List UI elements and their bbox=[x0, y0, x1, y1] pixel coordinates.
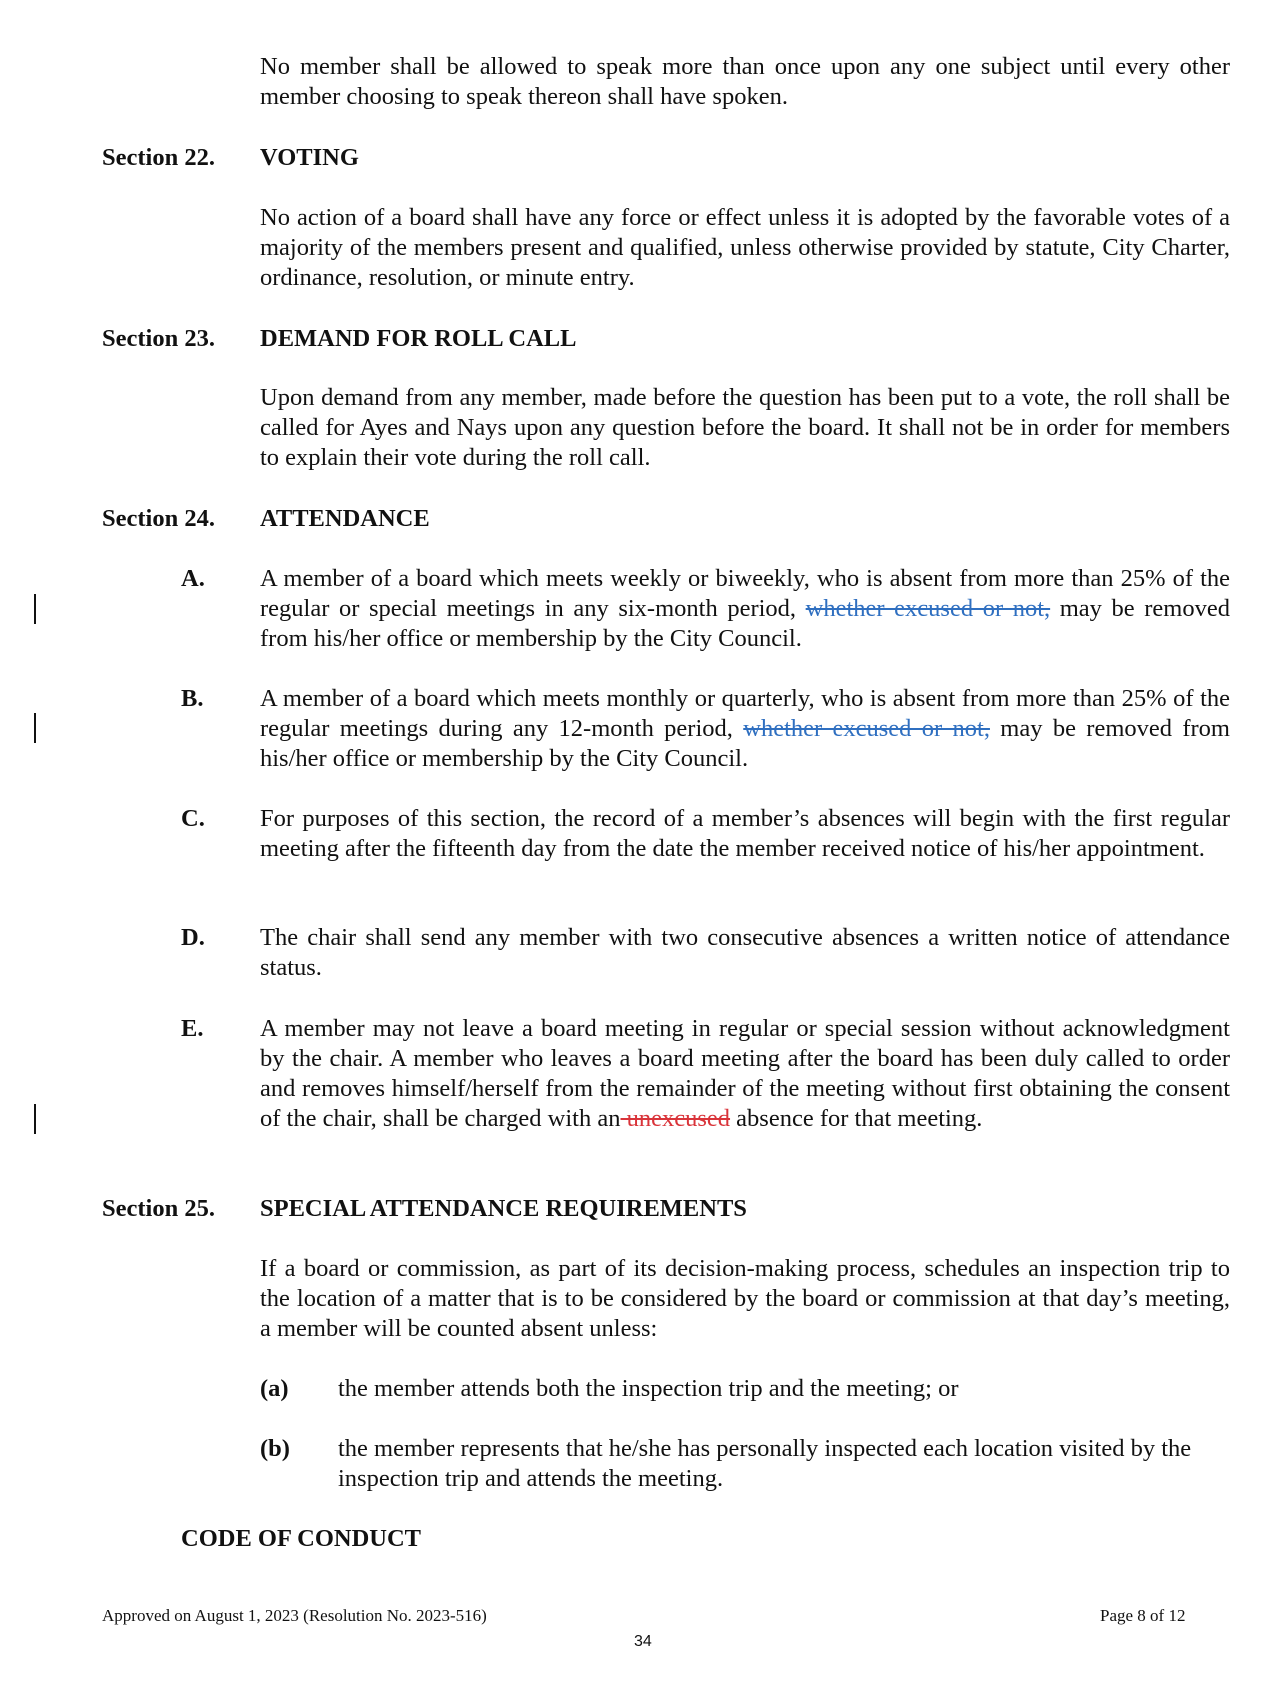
section-23-title: DEMAND FOR ROLL CALL bbox=[260, 325, 577, 352]
change-bar bbox=[34, 594, 36, 624]
item-b-text-after: may be removed from his/her office or membership by the City Council. bbox=[260, 715, 1230, 772]
footer-page-of: Page 8 of 12 bbox=[1100, 1606, 1186, 1625]
change-bar bbox=[34, 1104, 36, 1134]
section-25-label: Section 25. bbox=[102, 1195, 215, 1222]
item-b-struck-text: whether excused or not, bbox=[743, 715, 990, 742]
footer-approved: Approved on August 1, 2023 (Resolution No. 2023-516) bbox=[102, 1606, 487, 1625]
section-22-text: No action of a board shall have any force or effect unless it is adopted by the favorable votes of a majority of the members present and qualified, unless otherwise provided by statute, City Charter, ordinance, resolution, or minute entry. bbox=[260, 204, 1230, 291]
item-a-text-after: may be removed from his/her office or membership by the City Council. bbox=[260, 595, 1230, 652]
section-22-title: VOTING bbox=[260, 144, 359, 171]
item-a-struck-text: whether excused or not, bbox=[805, 595, 1051, 622]
subitem-b-text: the member represents that he/she has personally inspected each location visited by the inspection trip and attends the meeting. bbox=[338, 1435, 1192, 1492]
subitem-a-text: the member attends both the inspection trip and the meeting; or bbox=[338, 1375, 959, 1402]
section-24-label: Section 24. bbox=[102, 505, 215, 532]
section-23-text: Upon demand from any member, made before the question has been put to a vote, the roll shall be called for Ayes and Nays upon any question before the board. It shall not be in order for members to explain their vote during the roll call. bbox=[260, 384, 1230, 471]
item-a-text bbox=[260, 564, 1230, 654]
intro-paragraph: No member shall be allowed to speak more than once upon any one subject until every other member choosing to speak thereon shall have spoken. bbox=[260, 53, 1230, 110]
item-e-letter: E. bbox=[181, 1015, 204, 1042]
subitem-b-letter: (b) bbox=[260, 1435, 290, 1462]
item-b-text bbox=[260, 684, 1230, 774]
item-c-letter: C. bbox=[181, 805, 205, 832]
code-of-conduct-heading: CODE OF CONDUCT bbox=[181, 1525, 422, 1552]
item-b-letter: B. bbox=[181, 685, 204, 712]
section-23-label: Section 23. bbox=[102, 325, 215, 352]
section-25-title: SPECIAL ATTENDANCE REQUIREMENTS bbox=[260, 1195, 747, 1222]
section-22-label: Section 22. bbox=[102, 144, 215, 171]
section-24-title: ATTENDANCE bbox=[260, 505, 430, 532]
item-c-text: For purposes of this section, the record of a member’s absences will begin with the first regular meeting after the fifteenth day from the date the member received notice of his/her appointment. bbox=[260, 805, 1230, 862]
item-b-text-before: A member of a board which meets monthly or quarterly, who is absent from more than 25% of the regular meetings during any 12-month period, bbox=[260, 685, 1230, 742]
item-e-text-before: A member may not leave a board meeting in regular or special session without acknowledgment by the chair. A member who leaves a board meeting after the board has been duly called to order and removes himself/herself from the remainder of the meeting without first obtaining the consent of the chair, shall be charged with an bbox=[260, 1015, 1230, 1132]
page-number: 34 bbox=[634, 1633, 652, 1650]
item-a-letter: A. bbox=[181, 565, 205, 592]
item-a-text-before: A member of a board which meets weekly or biweekly, who is absent from more than 25% of the regular or special meetings in any six-month period, bbox=[260, 565, 1230, 622]
item-e-text-after: absence for that meeting. bbox=[730, 1105, 983, 1132]
change-bar bbox=[34, 713, 36, 743]
item-e-text bbox=[260, 1014, 1230, 1134]
item-d-text: The chair shall send any member with two consecutive absences a written notice of attendance status. bbox=[260, 924, 1230, 981]
section-25-text: If a board or commission, as part of its decision-making process, schedules an inspection trip to the location of a matter that is to be considered by the board or commission at that day’s meeting, a member will be counted absent unless: bbox=[260, 1255, 1230, 1342]
item-d-letter: D. bbox=[181, 924, 205, 951]
item-e-struck-text: unexcused bbox=[620, 1105, 731, 1132]
subitem-a-letter: (a) bbox=[260, 1375, 289, 1402]
